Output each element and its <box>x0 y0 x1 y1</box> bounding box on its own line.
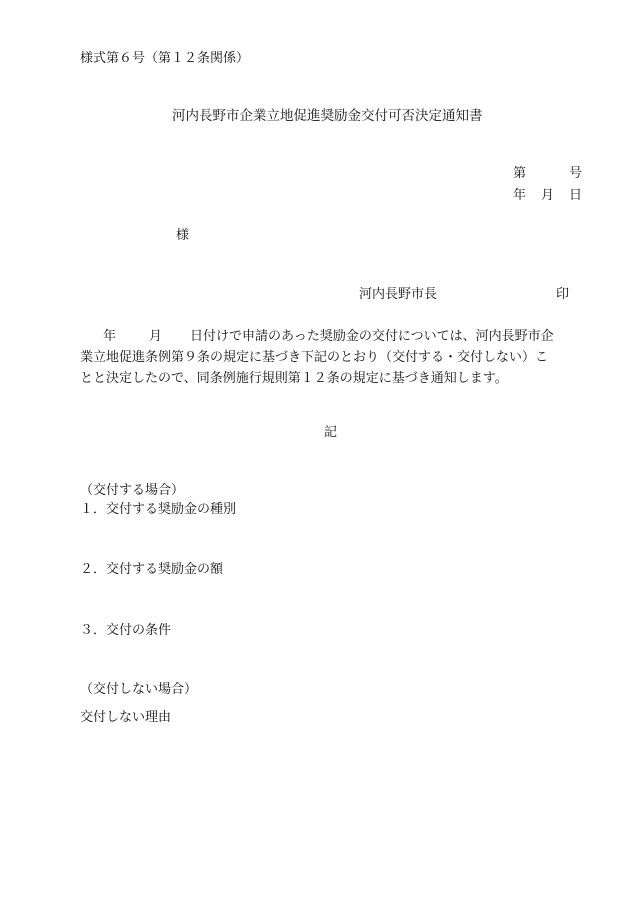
nongrant-reason: 交付しない理由 <box>80 710 172 725</box>
document-title: 河内長野市企業立地促進奨励金交付可否決定通知書 <box>172 108 483 124</box>
grant-item-amount: ２．交付する奨励金の額 <box>80 562 224 577</box>
date-year-label: 年 <box>513 188 527 203</box>
date-month-label: 月 <box>541 188 555 203</box>
body-line-2: 業立地促進条例第９条の規定に基づき下記のとおり（交付する・交付しない）こ <box>80 350 549 365</box>
form-number: 様式第６号（第１２条関係） <box>80 51 250 66</box>
body-date-month: 月 <box>149 329 163 344</box>
ki-heading: 記 <box>324 425 338 440</box>
body-line-1-text: 日付けで申請のあった奨励金の交付については、河内長野市企 <box>190 329 554 344</box>
body-line-3: とと決定したので、同条例施行規則第１２条の規定に基づき通知します。 <box>80 371 508 386</box>
grant-case-heading: （交付する場合） <box>80 483 185 498</box>
seal-mark: 印 <box>556 287 570 302</box>
nongrant-case-heading: （交付しない場合） <box>80 682 198 697</box>
grant-item-conditions: ３．交付の条件 <box>80 623 172 638</box>
issuer-name: 河内長野市長 <box>359 287 438 302</box>
addressee-honorific: 様 <box>176 228 190 243</box>
notification-body <box>80 326 598 389</box>
reference-number-prefix: 第 <box>513 166 527 181</box>
body-line-1 <box>80 326 598 347</box>
body-date-year: 年 <box>103 329 117 344</box>
grant-item-type: １．交付する奨励金の種別 <box>80 502 237 517</box>
reference-number-suffix: 号 <box>569 166 583 181</box>
date-day-label: 日 <box>569 188 583 203</box>
